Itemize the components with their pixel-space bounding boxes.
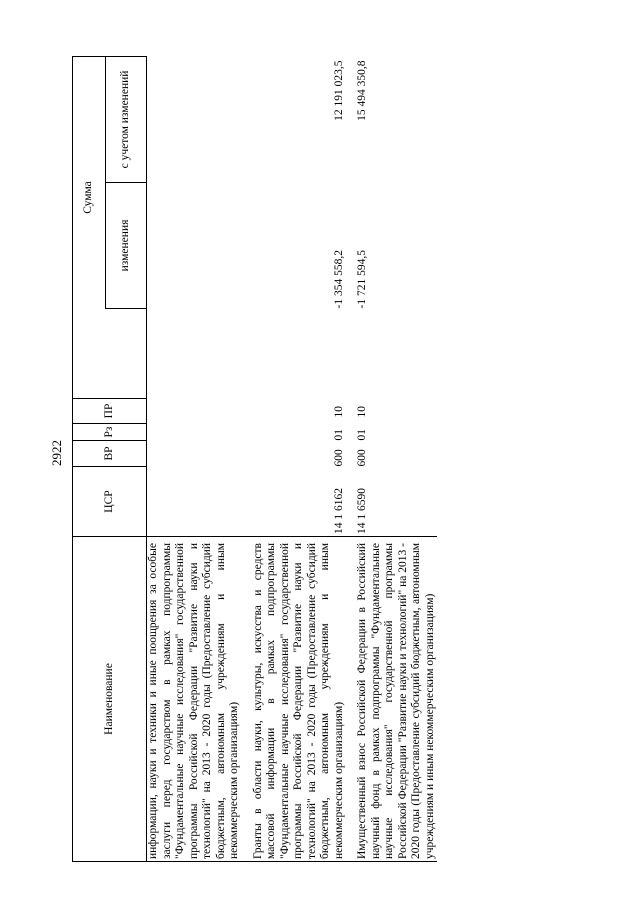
row-pr (147, 399, 242, 424)
row-rz: 01 (356, 429, 368, 441)
row-changes: -1 354 558,2 (332, 250, 345, 309)
table-row (147, 56, 242, 861)
header-with-changes: с учетом изменений (106, 56, 147, 182)
header-changes: изменения (106, 183, 147, 309)
table-row (356, 56, 437, 861)
budget-table-rotated (72, 57, 612, 862)
row-pr: 10 (356, 406, 368, 418)
row-rz: 01 (332, 429, 345, 441)
header-rz: Рз (73, 424, 147, 441)
row-changes: -1 721 594,5 (356, 250, 368, 309)
header-vr: ВР (73, 441, 147, 467)
row-csr: 14 1 6162 (332, 488, 345, 534)
row-name: информации, науки и техники и иные поощрения за особые заслуги перед государством в рамках подпрограммы "Фундаментальные научные исследования" государственной программы Российской Федерации "Развитие науки и технологий" на 2013 - 2020 годы (Предоставление субсидий бюджетным, автономным учреждениям и иным некоммерческим организациям) (147, 543, 240, 859)
header-name: Наименование (73, 537, 147, 862)
row-vr: 600 (332, 449, 345, 467)
row-with-changes: 15 494 350,8 (356, 60, 368, 121)
row-csr: 14 1 6590 (356, 488, 368, 534)
row-csr (147, 467, 242, 537)
row-name: Гранты в области науки, культуры, искусства и средств массовой информации в рамках подпрограммы "Фундаментальные научные исследования" государственной программы Российской Федерации "Развитие науки и технологий" на 2013 - 2020 годы (Предоставление субсидий бюджетным, автономным учреждениям и иным некоммерческим организациям) (251, 543, 345, 859)
row-with-changes (147, 56, 242, 182)
page-number: 2922 (49, 440, 64, 466)
row-pr: 10 (332, 406, 345, 418)
row-vr: 600 (356, 449, 368, 467)
row-changes (147, 183, 242, 309)
budget-table (72, 56, 437, 862)
row-vr (147, 441, 242, 467)
row-rz (147, 424, 242, 441)
header-csr: ЦСР (73, 467, 147, 537)
row-name: Имущественный взнос Российской Федерации в Российский научный фонд в рамках подпрограммы "Фундаментальные научные исследования" государственной программы Российской Федерации "Развитие науки и технологий" на 2013 - 2020 годы (Предоставление субсидий бюджетным, автономным учреждениям и иным некоммерческим организациям) (356, 543, 436, 859)
header-sum: Сумма (73, 56, 106, 398)
table-row (252, 56, 347, 861)
header-pr: ПР (73, 399, 147, 424)
row-with-changes: 12 191 023,5 (332, 60, 345, 121)
